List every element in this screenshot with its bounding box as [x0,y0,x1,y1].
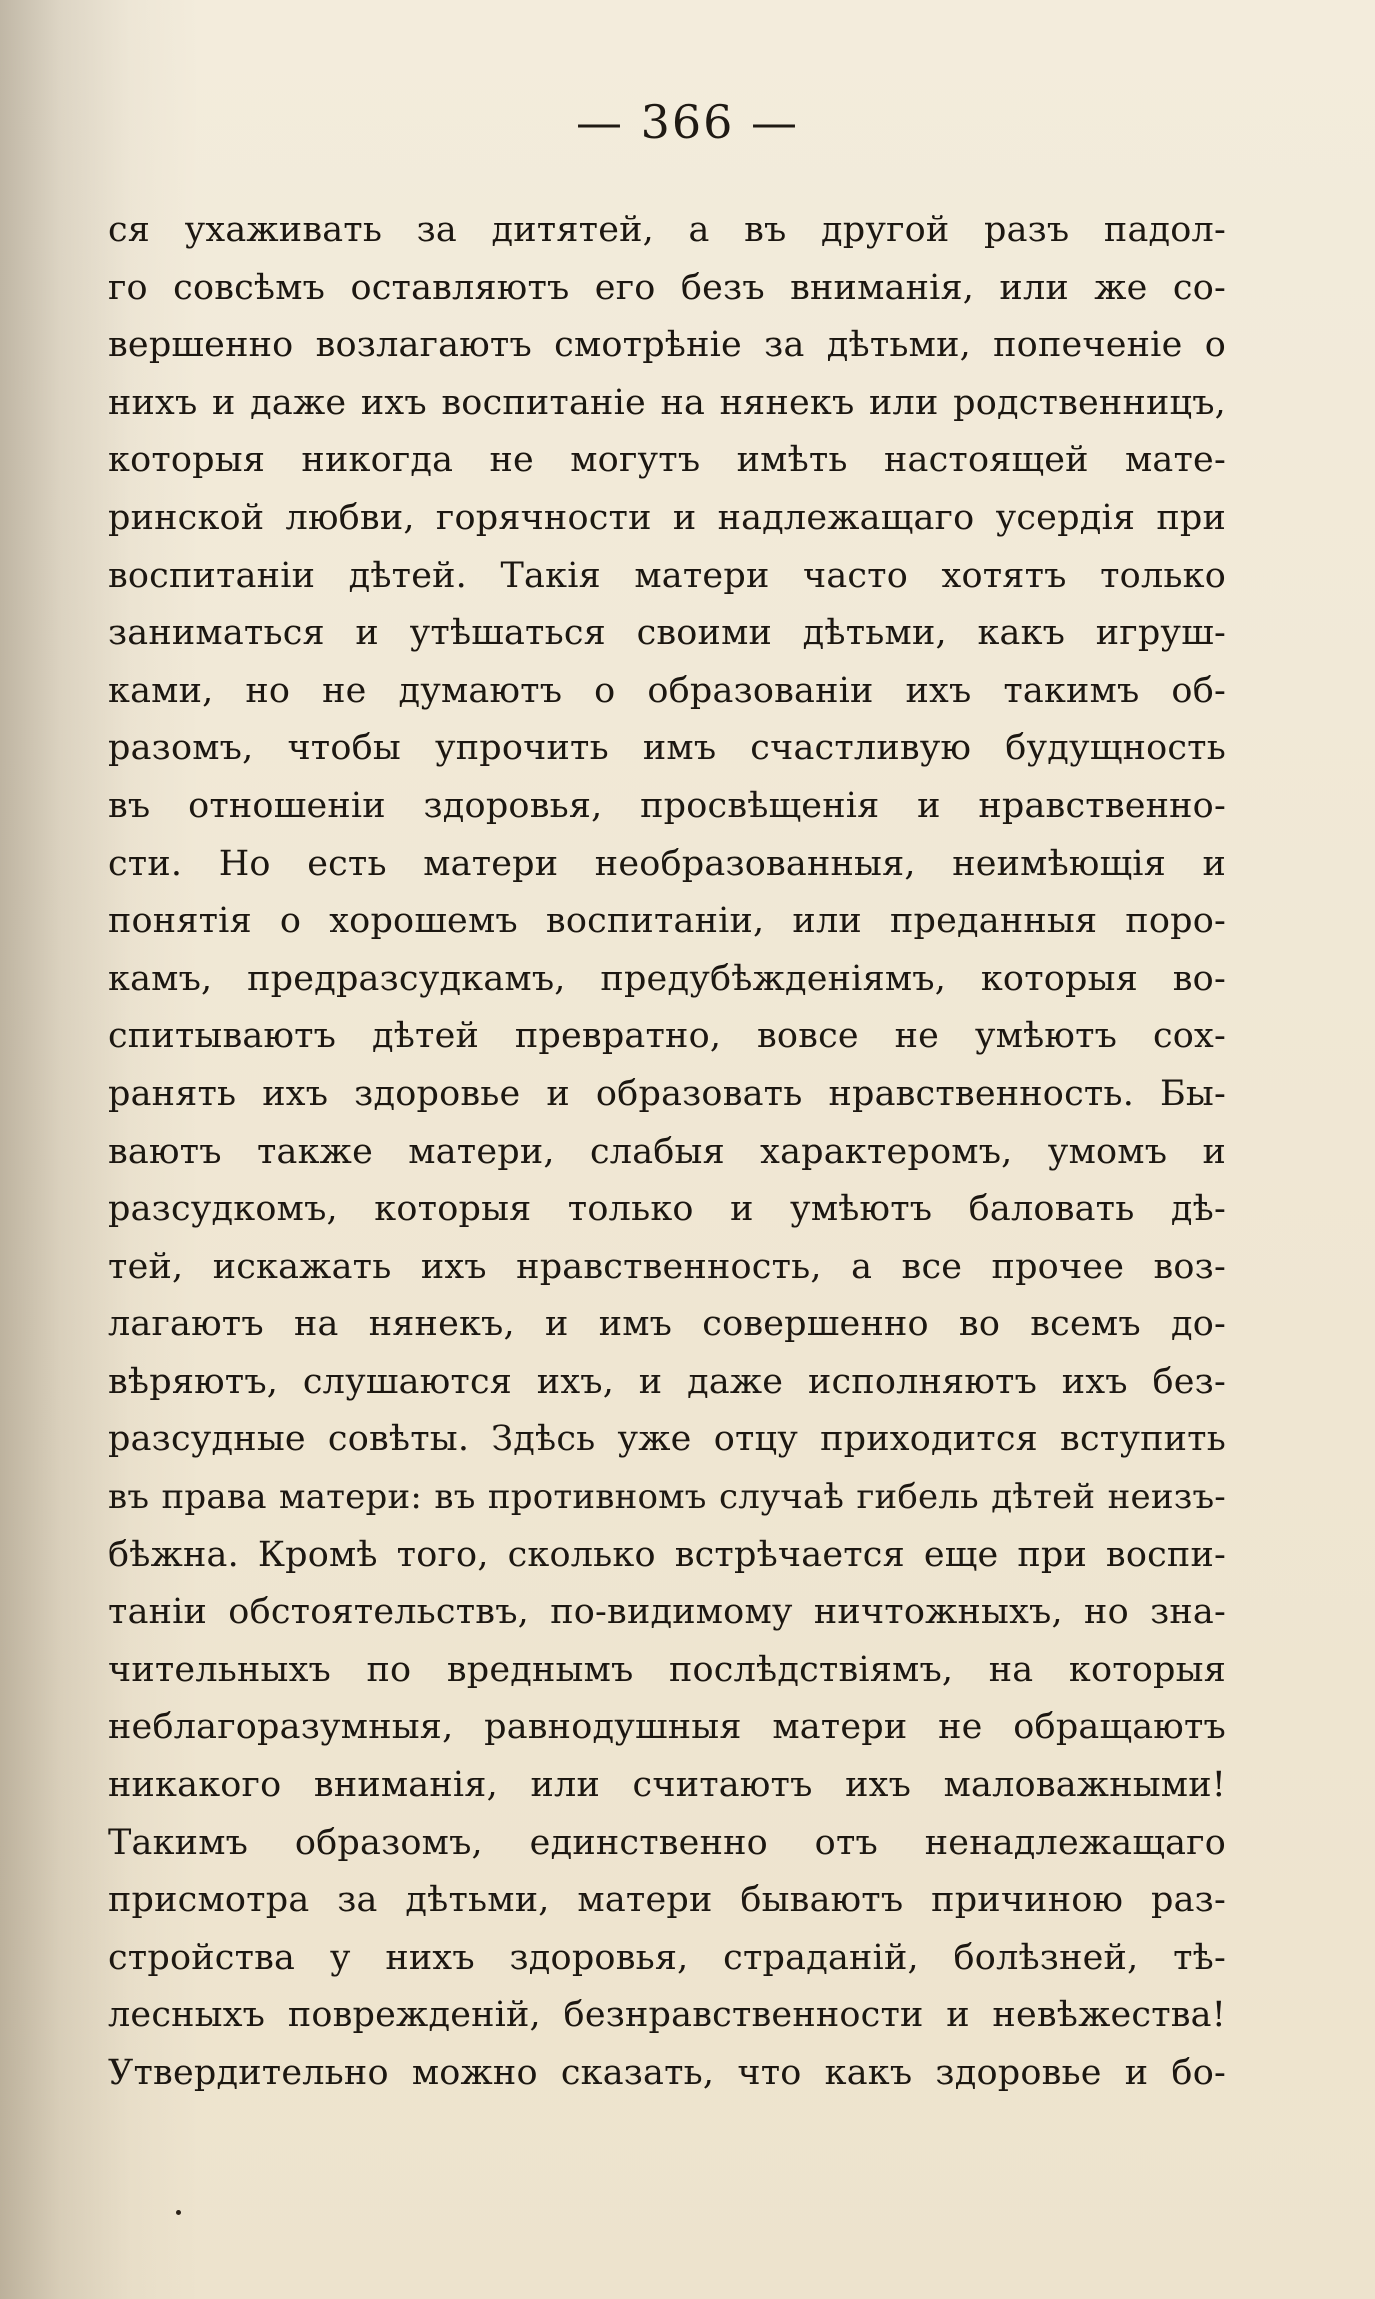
text-line: разсудкомъ, которыя только и умѣютъ баловать дѣ- [108,1189,1226,1230]
text-line: ся ухаживать за дитятей, а въ другой разъ падол- [108,210,1226,250]
text-line: спитываютъ дѣтей превратно, вовсе не умѣютъ сох- [108,1016,1226,1057]
text-line: ринской любви, горячности и надлежащаго усердія при [108,497,1226,538]
text-line: го совсѣмъ оставляютъ его безъ вниманія, или же со- [108,267,1226,308]
text-line: воспитаніи дѣтей. Такія матери часто хотятъ только [108,555,1226,596]
text-line: ками, но не думаютъ о образованіи ихъ такимъ об- [108,670,1226,711]
text-line: вѣряютъ, слушаются ихъ, и даже исполняютъ ихъ без- [108,1361,1226,1402]
body-text [108,202,1226,2103]
text-line: нихъ и даже ихъ воспитаніе на нянекъ или родственницъ, [108,382,1226,423]
text-line: стройства у нихъ здоровья, страданій, болѣзней, тѣ- [108,1937,1226,1978]
text-line: въ права матери: въ противномъ случаѣ гибель дѣтей неизъ- [108,1477,1226,1518]
text-line: лагаютъ на нянекъ, и имъ совершенно во всемъ до- [108,1304,1226,1345]
text-line: въ отношеніи здоровья, просвѣщенія и нравственно- [108,785,1226,826]
text-line: заниматься и утѣшаться своими дѣтьми, какъ игруш- [108,613,1226,654]
text-line: бѣжна. Кромѣ того, сколько встрѣчается еще при воспи- [108,1534,1226,1575]
text-line: которыя никогда не могутъ имѣть настоящей мате- [108,440,1226,481]
text-line: Такимъ образомъ, единственно отъ ненадлежащаго [108,1822,1226,1863]
text-line: сти. Но есть матери необразованныя, неимѣющія и [108,843,1226,884]
text-line: лесныхъ поврежденій, безнравственности и невѣжества! [108,1995,1226,2036]
text-line: тей, искажать ихъ нравственность, а все прочее воз- [108,1246,1226,1287]
text-line: разомъ, чтобы упрочить имъ счастливую будущность [108,728,1226,769]
text-line: таніи обстоятельствъ, по-видимому ничтожныхъ, но зна- [108,1592,1226,1633]
text-line: чительныхъ по вреднымъ послѣдствіямъ, на которыя [108,1649,1226,1690]
text-line: неблагоразумныя, равнодушныя матери не обращаютъ [108,1707,1226,1748]
text-line: понятія о хорошемъ воспитаніи, или преданныя поро- [108,901,1226,942]
ink-speck [176,2210,181,2215]
text-line: Утвердительно можно сказать, что какъ здоровье и бо- [108,2053,1226,2093]
text-line: вершенно возлагаютъ смотрѣніе за дѣтьми, попеченіе о [108,325,1226,366]
text-line: ваютъ также матери, слабыя характеромъ, умомъ и [108,1131,1226,1172]
text-line: камъ, предразсудкамъ, предубѣжденіямъ, которыя во- [108,958,1226,999]
text-line: присмотра за дѣтьми, матери бываютъ причиною раз- [108,1880,1226,1921]
text-line: никакого вниманія, или считаютъ ихъ маловажными! [108,1765,1226,1806]
text-line: ранять ихъ здоровье и образовать нравственность. Бы- [108,1073,1226,1114]
text-line: разсудные совѣты. Здѣсь уже отцу приходится вступить [108,1419,1226,1460]
page-number: — 366 — [575,95,800,149]
